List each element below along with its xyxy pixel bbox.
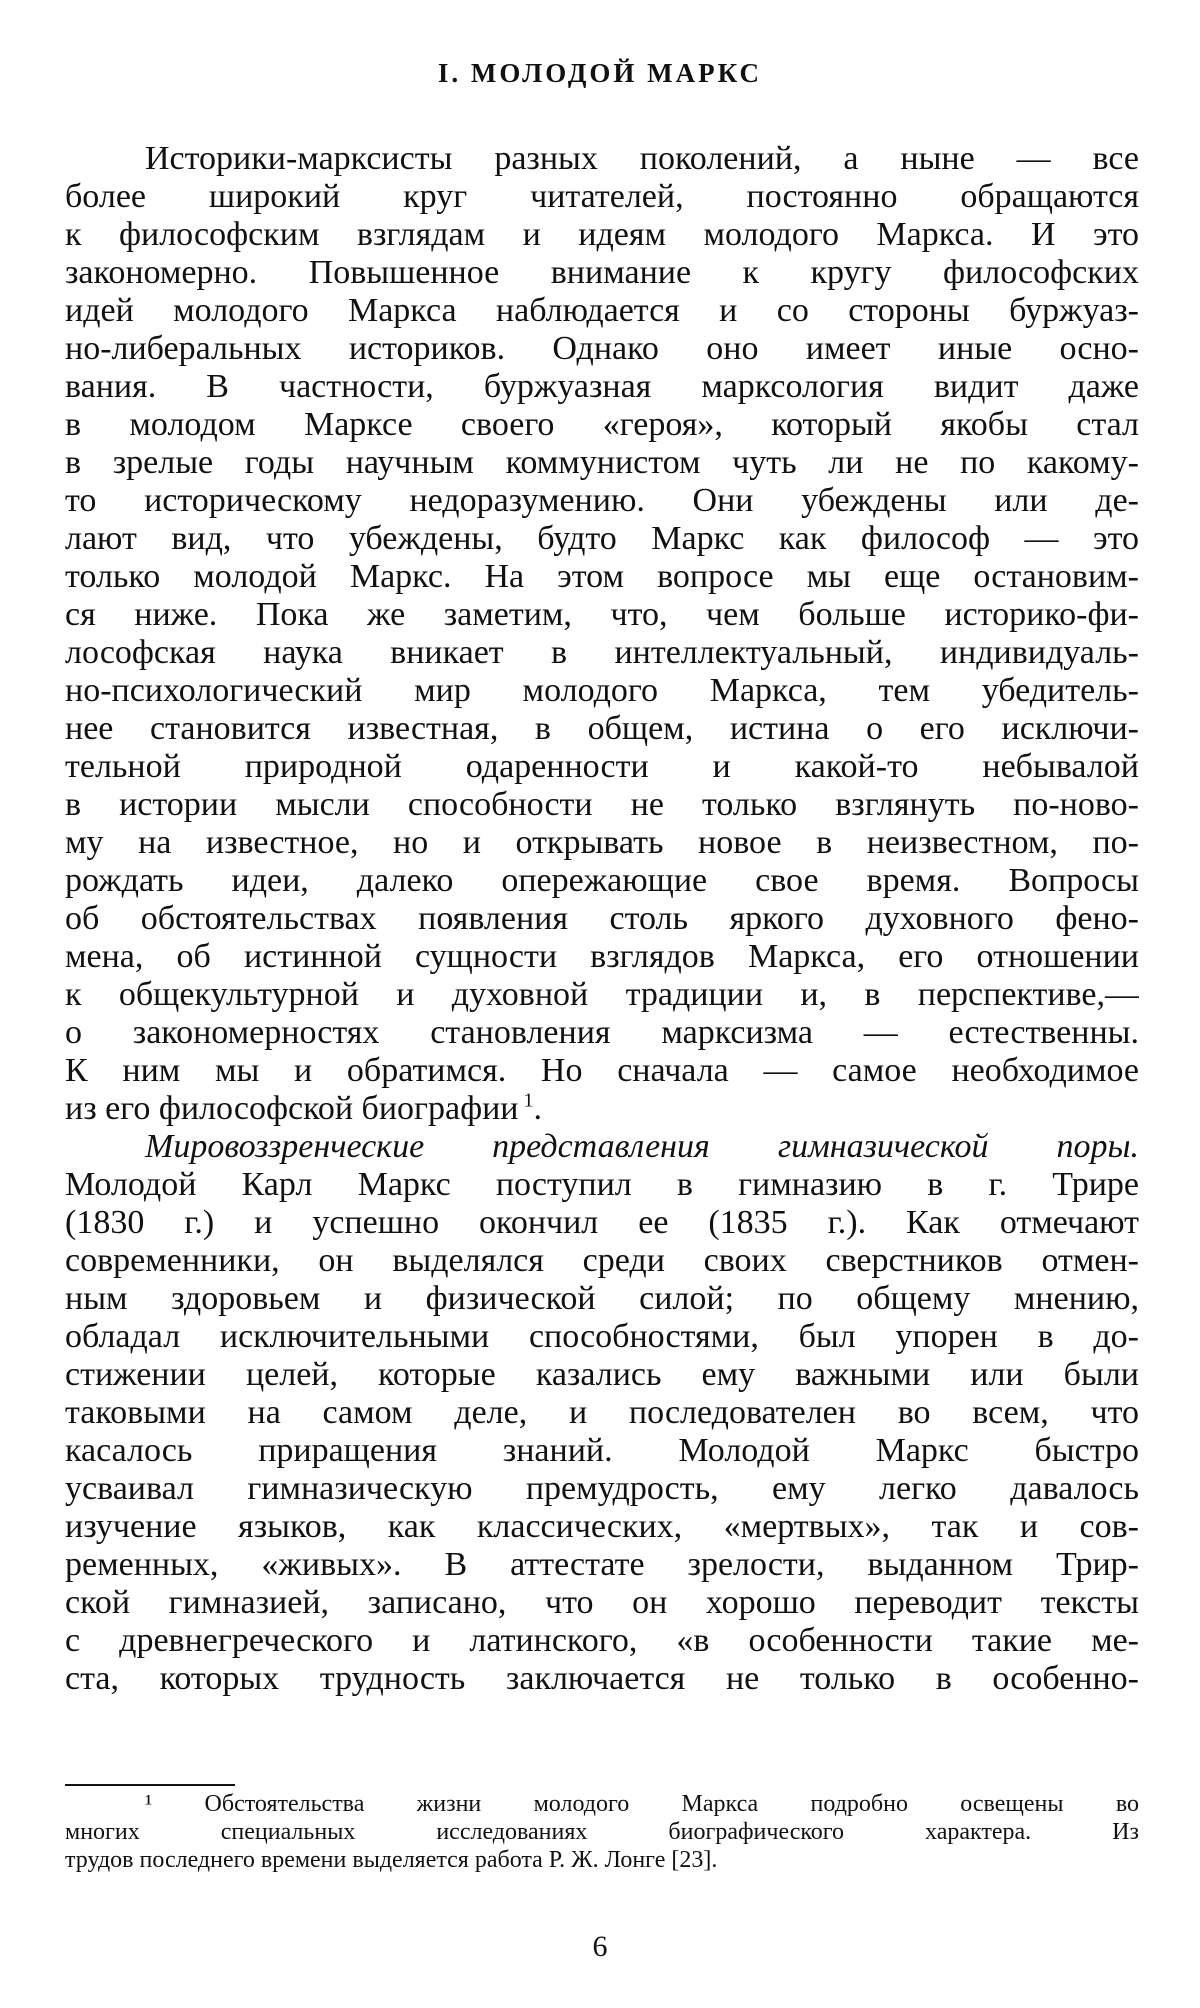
footnote-reference: 1 bbox=[518, 1090, 534, 1112]
line-text: ременных, «живых». В аттестате зрелости, выданном Трир- bbox=[65, 1546, 1139, 1583]
text-line bbox=[65, 482, 1139, 520]
text-line bbox=[65, 1508, 1139, 1546]
text-line bbox=[65, 254, 1139, 292]
text-line bbox=[65, 558, 1139, 596]
line-text: касалось приращения знаний. Молодой Маркс быстро bbox=[65, 1432, 1139, 1469]
footnote bbox=[65, 1790, 1139, 1874]
line-text: ным здоровьем и физической силой; по общему мнению, bbox=[65, 1280, 1139, 1317]
period: . bbox=[533, 1090, 543, 1127]
text-line bbox=[65, 520, 1139, 558]
text-line bbox=[65, 710, 1139, 748]
line-text: (1830 г.) и успешно окончил ее (1835 г.). Как отмечают bbox=[65, 1204, 1139, 1241]
text-line bbox=[65, 1394, 1139, 1432]
line-text: в зрелые годы научным коммунистом чуть ли не по какому- bbox=[65, 444, 1139, 481]
text-line bbox=[65, 368, 1139, 406]
text-line bbox=[65, 1622, 1139, 1660]
text-line bbox=[65, 178, 1139, 216]
line-text: но-психологический мир молодого Маркса, тем убедитель- bbox=[65, 672, 1139, 709]
line-text: из его философской биографии bbox=[65, 1090, 519, 1127]
text-line bbox=[65, 1242, 1139, 1280]
text-line bbox=[65, 1014, 1139, 1052]
line-text: ста, которых трудность заключается не только в особенно- bbox=[65, 1660, 1139, 1697]
line-text: Историки-марксисты разных поколений, а ныне — все bbox=[145, 140, 1139, 177]
line-text: идей молодого Маркса наблюдается и со стороны буржуаз- bbox=[65, 292, 1139, 329]
text-line bbox=[65, 900, 1139, 938]
line-text: Мировоззренческие представления гимназической поры. bbox=[145, 1128, 1139, 1165]
text-line bbox=[65, 672, 1139, 710]
line-text: с древнегреческого и латинского, «в особенности такие ме- bbox=[65, 1622, 1139, 1659]
footnote-divider bbox=[65, 1784, 235, 1786]
line-text: тельной природной одаренности и какой-то небывалой bbox=[65, 748, 1139, 785]
line-text: му на известное, но и открывать новое в неизвестном, по- bbox=[65, 824, 1139, 861]
line-text: то историческому недоразумению. Они убеждены или де- bbox=[65, 482, 1139, 519]
page-number: 6 bbox=[592, 1930, 608, 1963]
paragraph-1 bbox=[65, 140, 1139, 1128]
line-text: многих специальных исследованиях биографического характера. Из bbox=[65, 1819, 1139, 1845]
line-text: в истории мысли способности не только взглянуть по-ново- bbox=[65, 786, 1139, 823]
text-line bbox=[65, 938, 1139, 976]
line-text: о закономерностях становления марксизма — естественны. bbox=[65, 1014, 1139, 1051]
line-text: нее становится известная, в общем, истина о его исключи- bbox=[65, 710, 1139, 747]
text-line bbox=[65, 1318, 1139, 1356]
text-line bbox=[65, 444, 1139, 482]
line-text: в молодом Марксе своего «героя», который якобы стал bbox=[65, 406, 1139, 443]
text-line bbox=[65, 634, 1139, 672]
text-line bbox=[65, 824, 1139, 862]
text-line bbox=[65, 406, 1139, 444]
line-text: современники, он выделялся среди своих сверстников отмен- bbox=[65, 1242, 1139, 1279]
line-text: обладал исключительными способностями, был упорен в до- bbox=[65, 1318, 1139, 1355]
text-line bbox=[65, 1660, 1139, 1698]
line-text: стижении целей, которые казались ему важными или были bbox=[65, 1356, 1139, 1393]
line-text: об обстоятельствах появления столь яркого духовного фено- bbox=[65, 900, 1139, 937]
line-text: рождать идеи, далеко опережающие свое время. Вопросы bbox=[65, 862, 1139, 899]
paragraph-2 bbox=[65, 1128, 1139, 1698]
line-text: ся ниже. Пока же заметим, что, чем больше историко-фи- bbox=[65, 596, 1139, 633]
line-text: к философским взглядам и идеям молодого Маркса. И это bbox=[65, 216, 1139, 253]
text-line bbox=[65, 292, 1139, 330]
text-line bbox=[65, 1470, 1139, 1508]
text-line bbox=[65, 1846, 1139, 1874]
text-line bbox=[65, 862, 1139, 900]
line-text: лают вид, что убеждены, будто Маркс как философ — это bbox=[65, 520, 1139, 557]
line-text: закономерно. Повышенное внимание к кругу философских bbox=[65, 254, 1139, 291]
text-line bbox=[65, 216, 1139, 254]
line-text: более широкий круг читателей, постоянно обращаются bbox=[65, 178, 1139, 215]
line-text: к общекультурной и духовной традиции и, в перспективе,— bbox=[65, 976, 1139, 1013]
line-text: трудов последнего времени выделяется работа Р. Ж. Лонге [23]. bbox=[65, 1847, 718, 1873]
line-text: К ним мы и обратимся. Но сначала — самое необходимое bbox=[65, 1052, 1139, 1089]
line-text: ¹ Обстоятельства жизни молодого Маркса подробно освещены во bbox=[145, 1791, 1139, 1817]
text-line bbox=[65, 1166, 1139, 1204]
line-text: но-либеральных историков. Однако оно имеет иные осно- bbox=[65, 330, 1139, 367]
chapter-title: I. МОЛОДОЙ МАРКС bbox=[437, 58, 763, 88]
text-line bbox=[65, 1546, 1139, 1584]
text-line bbox=[65, 1818, 1139, 1846]
text-line bbox=[65, 1280, 1139, 1318]
text-line bbox=[65, 140, 1139, 178]
main-text bbox=[65, 140, 1139, 1698]
text-line bbox=[65, 330, 1139, 368]
text-line bbox=[65, 1356, 1139, 1394]
text-line bbox=[65, 1090, 1139, 1128]
line-text: ской гимназией, записано, что он хорошо переводит тексты bbox=[65, 1584, 1139, 1621]
line-text: вания. В частности, буржуазная марксология видит даже bbox=[65, 368, 1139, 405]
text-line bbox=[65, 1790, 1139, 1818]
text-line bbox=[65, 1204, 1139, 1242]
line-text: таковыми на самом деле, и последователен во всем, что bbox=[65, 1394, 1139, 1431]
line-text: Молодой Карл Маркс поступил в гимназию в г. Трире bbox=[65, 1166, 1139, 1203]
line-text: лософская наука вникает в интеллектуальный, индивидуаль- bbox=[65, 634, 1139, 671]
text-line bbox=[65, 748, 1139, 786]
line-text: мена, об истинной сущности взглядов Маркса, его отношении bbox=[65, 938, 1139, 975]
text-line bbox=[65, 976, 1139, 1014]
line-text: усваивал гимназическую премудрость, ему легко давалось bbox=[65, 1470, 1139, 1507]
text-line bbox=[65, 1584, 1139, 1622]
text-line bbox=[65, 1052, 1139, 1090]
line-text: только молодой Маркс. На этом вопросе мы еще остановим- bbox=[65, 558, 1139, 595]
section-run-in-heading bbox=[65, 1128, 1139, 1166]
text-line bbox=[65, 786, 1139, 824]
text-line bbox=[65, 1432, 1139, 1470]
text-line bbox=[65, 596, 1139, 634]
line-text: изучение языков, как классических, «мертвых», так и сов- bbox=[65, 1508, 1139, 1545]
